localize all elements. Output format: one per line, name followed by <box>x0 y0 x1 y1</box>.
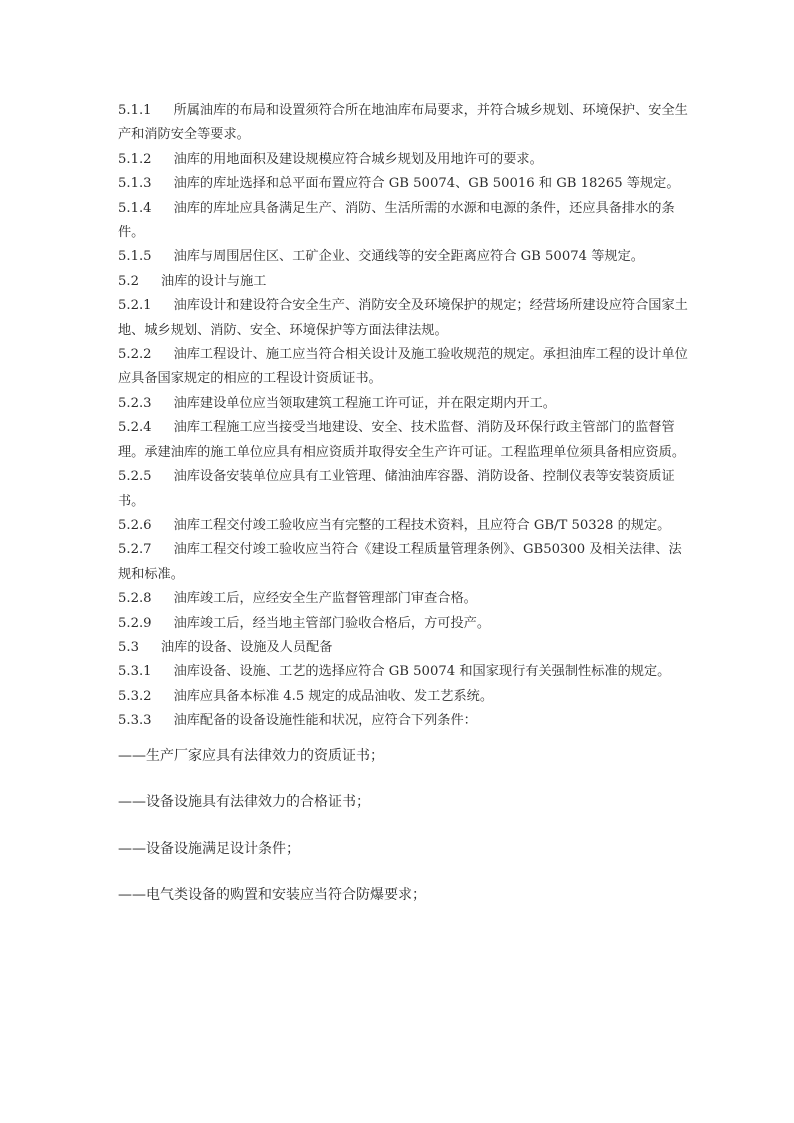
list-item: ——电气类设备的购置和安装应当符合防爆要求； <box>118 887 426 904</box>
clause-5-1-2 <box>118 148 688 172</box>
clause-5-3-2 <box>118 685 688 709</box>
document-body <box>118 99 688 930</box>
clause-text: 油库设备、设施、工艺的选择应符合 GB 50074 和国家现行有关强制性标准的规定。 <box>173 664 671 680</box>
clause-number: 5.2.2 <box>118 347 152 363</box>
clause-number: 5.1.5 <box>118 249 152 265</box>
clause-number: 5.2.1 <box>118 298 152 314</box>
clause-number: 5.2.8 <box>118 591 152 607</box>
clause-5-2-3 <box>118 392 688 416</box>
clause-number: 5.1.2 <box>118 151 152 167</box>
clause-number: 5.2.7 <box>118 542 152 558</box>
numbered-clauses <box>118 99 688 734</box>
clause-text: 油库的库址选择和总平面布置应符合 GB 50074、GB 50016 和 GB 18265 等规定。 <box>173 176 680 192</box>
section-number: 5.3 <box>118 639 139 655</box>
clause-text: 油库设备安装单位应具有工业管理、储油油库容器、消防设备、控制仪表等安装资质证书。 <box>118 469 675 509</box>
clause-text: 油库竣工后，应经安全生产监督管理部门审查合格。 <box>173 591 477 607</box>
clause-number: 5.2.9 <box>118 615 152 631</box>
clause-number: 5.1.3 <box>118 176 152 192</box>
clause-number: 5.3.1 <box>118 664 152 680</box>
clause-text: 油库工程施工应当接受当地建设、安全、技术监督、消防及环保行政主管部门的监督管理。承建油库的施工单位应具有相应资质并取得安全生产许可证。工程监理单位须具备相应资质。 <box>118 420 686 460</box>
clause-5-2-8 <box>118 587 688 611</box>
clause-5-2-2 <box>118 343 688 392</box>
clause-text: 油库工程交付竣工验收应当符合《建设工程质量管理条例》、GB50300 及相关法律、法规和标准。 <box>118 542 682 582</box>
clause-5-1-4 <box>118 197 688 246</box>
clause-text: 油库建设单位应当领取建筑工程施工许可证，并在限定期内开工。 <box>173 395 556 411</box>
list-item: ——设备设施具有法律效力的合格证书； <box>118 794 370 811</box>
clause-text: 油库的用地面积及建设规模应符合城乡规划及用地许可的要求。 <box>173 151 543 167</box>
clause-number: 5.3.2 <box>118 688 152 704</box>
clause-text: 油库设计和建设符合安全生产、消防安全及环境保护的规定；经营场所建设应符合国家土地、城乡规划、消防、安全、环境保护等方面法律法规。 <box>118 298 688 338</box>
clause-5-1-3 <box>118 172 688 196</box>
clause-text: 油库竣工后，经当地主管部门验收合格后，方可投产。 <box>173 615 491 631</box>
clause-number: 5.1.4 <box>118 200 152 216</box>
list-item: ——设备设施满足设计条件； <box>118 840 300 857</box>
clause-text: 油库工程设计、施工应当符合相关设计及施工验收规范的规定。承担油库工程的设计单位应具备国家规定的相应的工程设计资质证书。 <box>118 347 688 387</box>
clause-5-3-1 <box>118 660 688 684</box>
clause-number: 5.2.3 <box>118 395 152 411</box>
section-heading-5-3 <box>118 636 688 660</box>
clause-5-2-5 <box>118 465 688 514</box>
clause-text: 油库工程交付竣工验收应当有完整的工程技术资料，且应符合 GB/T 50328 的规定。 <box>173 517 671 533</box>
section-heading-5-2 <box>118 270 688 294</box>
clause-5-2-4 <box>118 416 688 465</box>
clause-number: 5.3.3 <box>118 713 152 729</box>
clause-5-1-1 <box>118 99 688 148</box>
section-title: 油库的设计与施工 <box>160 273 267 289</box>
section-number: 5.2 <box>118 273 139 289</box>
clause-5-2-1 <box>118 294 688 343</box>
clause-text: 油库与周围居住区、工矿企业、交通线等的安全距离应符合 GB 50074 等规定。 <box>173 249 644 265</box>
clause-text: 油库的库址应具备满足生产、消防、生活所需的水源和电源的条件，还应具备排水的条件。 <box>118 200 675 241</box>
clause-5-2-6 <box>118 514 688 538</box>
clause-text: 油库配备的设备设施性能和状况，应符合下列条件： <box>173 713 477 729</box>
clause-5-3-3 <box>118 709 688 733</box>
section-title: 油库的设备、设施及人员配备 <box>160 639 333 655</box>
clause-number: 5.2.6 <box>118 517 152 533</box>
clause-5-1-5 <box>118 245 688 269</box>
clause-text: 所属油库的布局和设置须符合所在地油库布局要求，并符合城乡规划、环境保护、安全生产和消防安全等要求。 <box>118 103 688 143</box>
clause-number: 5.2.5 <box>118 469 152 485</box>
clause-text: 油库应具备本标准 4.5 规定的成品油收、发工艺系统。 <box>173 688 494 704</box>
clause-number: 5.1.1 <box>118 103 152 118</box>
clause-5-2-7 <box>118 538 688 587</box>
condition-list <box>118 744 688 908</box>
clause-5-2-9 <box>118 612 688 636</box>
list-item: ——生产厂家应具有法律效力的资质证书； <box>118 747 384 764</box>
clause-number: 5.2.4 <box>118 420 152 436</box>
